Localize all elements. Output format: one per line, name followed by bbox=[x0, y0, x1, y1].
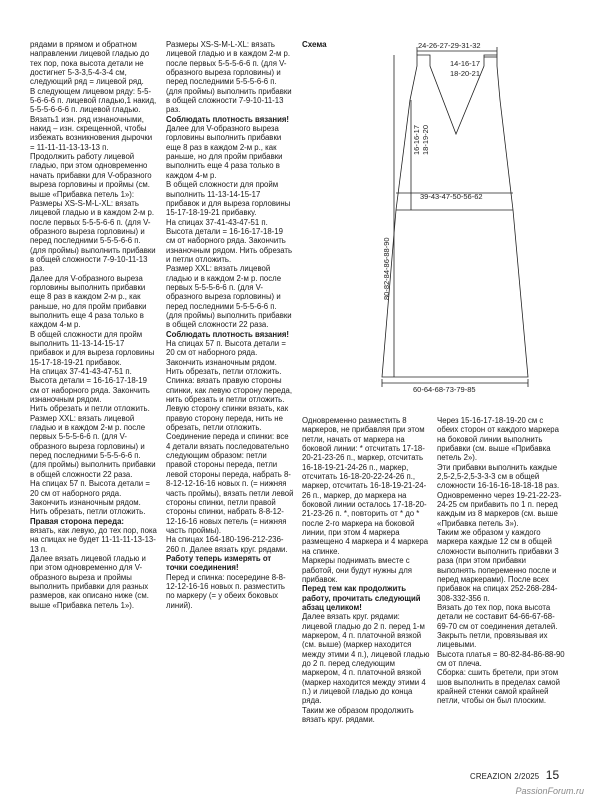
magazine-name: CREAZION 2/2025 bbox=[470, 772, 540, 781]
paragraph: На спицах 37-41-43-47-51 п. bbox=[30, 367, 132, 377]
paragraph: В общей сложности для пройм выполнить 11-13-14-15-17 прибавок и для выреза горловины 15-17-18-19-21 прибавок. bbox=[30, 329, 155, 367]
paragraph: В общей сложности для пройм выполнить 11-13-14-15-17 прибавок и для выреза горловины 15-17-18-19-21 прибавку. bbox=[166, 180, 291, 218]
paragraph: Далее вязать круг. рядами: лицевой гладью до 2 п. перед 1-м маркером, 4 п. платочной вязкой (см. выше) (маркер находится между этими 4 п.), лицевой гладью до 2 п. перед следующим маркером, 4 п. платочной вязкой (маркер находится между этими 4 п.) и лицевой гладью до конца ряда. bbox=[302, 612, 430, 706]
text-column-3 bbox=[302, 416, 430, 724]
text-column-1 bbox=[30, 40, 158, 610]
schema-title: Схема bbox=[302, 40, 327, 49]
paragraph: На спицах 57 п. Высота детали = 20 см от наборного ряда. Закончить изнаночным рядом. bbox=[30, 479, 150, 507]
text-column-4 bbox=[437, 416, 565, 706]
page-number: 15 bbox=[545, 768, 560, 782]
dress-schematic bbox=[300, 40, 580, 410]
paragraph: Вязать до тех пор, пока высота детали не составит 64-66-67-68-69-70 см от соединения деталей. bbox=[437, 602, 558, 631]
total-height-label: 80-82-84-86-88-90 bbox=[382, 237, 391, 300]
paragraph: рядами в прямом и обратном направлении лицевой гладью до тех пор, пока высота детали не достигнет 5-3-3,5-4-3-4 см, следующий ряд = лицевой ряд. bbox=[30, 40, 150, 87]
paragraph: Вязать1 изн. ряд изнаночными, накид – изн. скрещенной, чтобы избежать возникновения дырочки = 11-11-11-13-13-13 п. bbox=[30, 114, 153, 152]
paragraph: Сборка: сшить бретели, при этом шов выполнить в пределах самой крайней стенки самой крайней петли, чтобы он был плоским. bbox=[437, 668, 560, 706]
paragraph: Одновременно через 19-21-22-23-24-25 см прибавить по 1 п. перед каждым из 8 маркеров (см. выше «Прибавка петель 3»). bbox=[437, 490, 562, 528]
strap-width-label-2: 18-20-21 bbox=[450, 69, 481, 78]
dress-outline bbox=[382, 55, 528, 377]
paragraph: В следующем лицевом ряду: 5-5-5-6-6-6 п. лицевой гладью,1 накид, 5-5-5-6-6-6 п. лицевой гладью. bbox=[30, 86, 157, 115]
paragraph: Закрыть петли, провязывая их лицевыми. bbox=[437, 630, 548, 650]
paragraph: Размер XXL: вязать лицевой гладью и в каждом 2-м р. после первых 5-5-5-6-6 п. (для V-образного выреза горловины) и перед последними 5-5-5-6-6 п. (для проймы) выполнить прибавки в общей сложности 22 раза. bbox=[166, 264, 292, 330]
paragraph: Таким же образом у каждого маркера каждые 12 см в общей сложности выполнить прибавки 3 раза (при этом прибавки выполнять попеременно после и перед маркерами). После всех прибавок на спицах 252-268-284-308-332-356 п. bbox=[437, 528, 559, 603]
section-heading: Перед тем как продолжить работу, прочитать следующий абзац целиком! bbox=[302, 584, 421, 612]
paragraph: Таким же образом продолжить вязать круг. рядами. bbox=[302, 705, 414, 724]
bodice-height-label-2: 18-19-20 bbox=[421, 124, 430, 155]
bottom-width-label: 60-64-68-73-79-85 bbox=[413, 385, 476, 394]
paragraph: На спицах 57 п. Высота детали = 20 см от наборного ряда. Закончить изнаночным рядом. bbox=[166, 339, 286, 367]
paragraph: Далее вязать лицевой гладью и при этом одновременно для V-образного выреза и проймы выполнить прибавки для разных размеров, как описано ниже (см. выше «Прибавка петель 1»). bbox=[30, 553, 149, 610]
paragraph: Размеры XS-S-M-L-XL: вязать лицевой гладью и в каждом 2-м р. после первых 5-5-5-6-6 п. (для V-образного выреза горловины) и перед последними 5-5-5-6-6 п. (для проймы) выполнить прибавки в общей сложности 7-9-10-11-13 раз. bbox=[166, 40, 292, 115]
paragraph: Через 15-16-17-18-19-20 см с обеих сторон от каждого маркера на боковой линии выполнить прибавки (см. выше «Прибавка петель 2»). bbox=[437, 416, 559, 463]
watermark: PassionForum.ru bbox=[515, 786, 584, 796]
paragraph: На спицах 37-41-43-47-51 п. Высота детали = 16-16-17-18-19 см от наборного ряда. Закончить изнаночным рядом. Нить обрезать и петли отложить. bbox=[166, 217, 293, 264]
paragraph: Нить обрезать, петли отложить. bbox=[30, 507, 146, 517]
paragraph: вязать, как левую, до тех пор, пока на спицах не будет 11-11-11-13-13-13 п. bbox=[30, 525, 157, 554]
section-heading: Соблюдать плотность вязания! bbox=[166, 114, 290, 124]
strap-width-label-1: 14-16-17 bbox=[450, 59, 481, 68]
paragraph: Соединение переда и спинки: все 4 детали вязать последовательно следующим образом: петли правой стороны переда, петли левой стороны переда, набрать 8-8-12-12-16-16 новых п. (= нижняя часть проймы), вязать петли левой стороны спинки, петли правой стороны спинки, набрать 8-8-12-12-16-16 новых петель (= нижняя часть проймы). bbox=[166, 432, 294, 535]
paragraph: Размеры XS-S-M-L-XL: вязать лицевой гладью и в каждом 2-м р. после первых 5-5-5-6-6 п. (для V-образного выреза горловины) и перед последними 5-5-5-6-6 п. (для проймы) выполнить прибавки в общей сложности 7-9-10-11-13 раз. bbox=[30, 198, 156, 274]
paragraph: Нить обрезать и петли отложить. bbox=[30, 404, 150, 414]
paragraph: Спинка: вязать правую стороны спинки, как левую сторону переда, нить обрезать и петли отложить. Левую сторону спинки вязать, как правую сторону переда, нить не обрезать, петли отложить. bbox=[166, 376, 293, 433]
paragraph: Далее для V-образного выреза горловины выполнить прибавки еще 8 раз в каждом 2-м р., как раньше, но для пройм прибавки выполнить еще 4 раза только в каждом 4-м р. bbox=[30, 273, 147, 330]
paragraph: Одновременно разместить 8 маркеров, не прибавляя при этом петли, начать от маркера на боковой линии: * отсчитать 17-18-20-21-23-26 п., маркер, отсчитать 16-18-19-21-24-26 п., маркер, отсчитать 16-18-20-22-24-26 п., маркер, отсчитать 16-18-19-21-24-26 п., маркер, до маркера на боковой линии осталось 17-18-20-21-23-26 п. *, повторить от * до * после 2-го маркера на боковой линии, при этом 4 маркера размещено 4 маркера и 4 маркера на спинке. bbox=[302, 416, 429, 556]
paragraph: Эти прибавки выполнить каждые 2,5-2,5-2,5-3-3-3 см в общей сложности 16-16-16-18-18-18 раз. bbox=[437, 462, 560, 491]
section-heading: Работу теперь измерять от точки соединения! bbox=[166, 553, 272, 573]
chest-width-label: 39-43-47-50-56-62 bbox=[420, 192, 483, 201]
section-heading: Соблюдать плотность вязания! bbox=[166, 329, 290, 339]
bodice-height-label-1: 16-16-17 bbox=[412, 124, 421, 155]
paragraph: Маркеры поднимать вместе с работой, они будут нужны для прибавок. bbox=[302, 556, 412, 584]
paragraph: Продолжить работу лицевой гладью, при этом одновременно начать прибавки для V-образного выреза горловины и проймы (см. выше «Прибавка петель 1»): bbox=[30, 152, 152, 199]
paragraph: Размер XXL: вязать лицевой гладью и в каждом 2-м р. после первых 5-5-5-6-6 п. (для V-образного выреза горловины) и перед последними 5-5-5-6-6 п. (для проймы) выполнить прибавки в общей сложности 22 раза. bbox=[30, 413, 156, 479]
top-width-label: 24-26-27-29-31-32 bbox=[418, 41, 481, 50]
section-heading: Правая сторона переда: bbox=[30, 516, 125, 526]
paragraph: Нить обрезать, петли отложить. bbox=[166, 367, 282, 377]
paragraph: Перед и спинка: посередине 8-8-12-12-16-16 новых п. разместить по маркеру (= у обеих боковых линий). bbox=[166, 572, 286, 610]
text-column-2 bbox=[166, 40, 294, 610]
paragraph: Далее для V-образного выреза горловины выполнить прибавки еще 8 раз в каждом 2-м р., как раньше, но для пройм прибавки выполнить еще 4 раза только в каждом 4-м р. bbox=[166, 124, 283, 180]
page-footer bbox=[470, 768, 559, 782]
paragraph: На спицах 164-180-196-212-236-260 п. Далее вязать круг. рядами. bbox=[166, 535, 288, 554]
paragraph: Высота платья = 80-82-84-86-88-90 см от плеча. bbox=[437, 649, 565, 668]
paragraph: Высота детали = 16-16-17-18-19 см от наборного ряда. Закончить изнаночным рядом. bbox=[30, 376, 150, 405]
